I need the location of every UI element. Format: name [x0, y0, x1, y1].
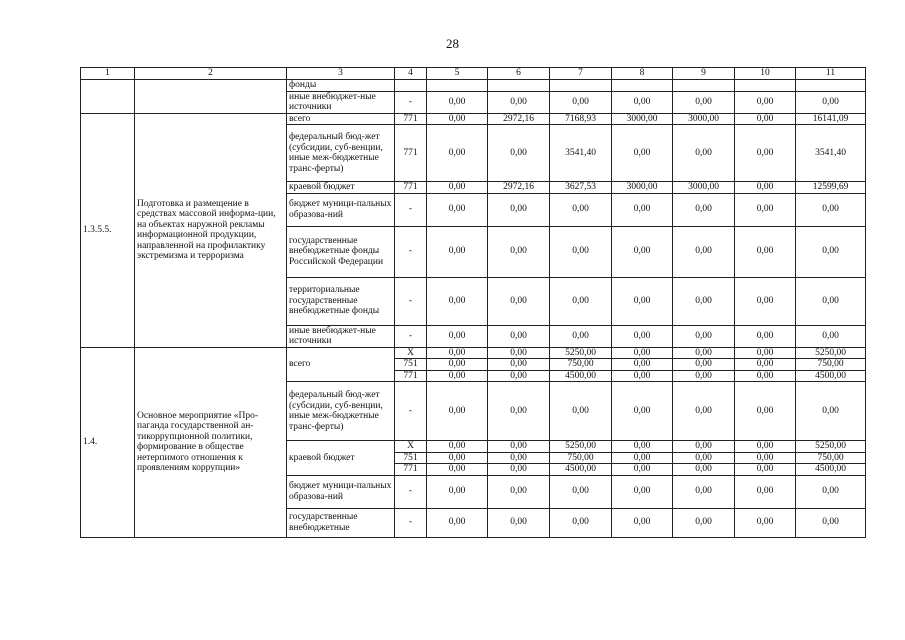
- value-cell: 0,00: [735, 277, 796, 325]
- value-cell: 0,00: [550, 475, 612, 508]
- item-number-cell: 1.3.5.5.: [81, 113, 135, 347]
- value-cell: 3000,00: [673, 182, 735, 194]
- value-cell: 0,00: [612, 226, 673, 277]
- column-number-header-row: [81, 68, 866, 80]
- code-cell: 771: [395, 113, 427, 125]
- value-cell: 0,00: [427, 193, 488, 226]
- value-cell: 0,00: [796, 382, 866, 441]
- value-cell: 0,00: [488, 125, 550, 182]
- value-cell: 0,00: [550, 91, 612, 113]
- funding-source-cell: всего: [287, 113, 395, 125]
- code-cell: -: [395, 193, 427, 226]
- header-cell: 7: [550, 68, 612, 80]
- value-cell: 0,00: [612, 359, 673, 371]
- value-cell: 0,00: [488, 277, 550, 325]
- value-cell: 0,00: [673, 91, 735, 113]
- value-cell: 0,00: [673, 475, 735, 508]
- value-cell: 750,00: [550, 359, 612, 371]
- table-row: [81, 113, 866, 125]
- header-cell: 1: [81, 68, 135, 80]
- code-cell: 771: [395, 182, 427, 194]
- value-cell: 0,00: [550, 325, 612, 347]
- header-cell: 10: [735, 68, 796, 80]
- value-cell: 0,00: [612, 347, 673, 359]
- funding-source-cell: государственные внебюджетные: [287, 508, 395, 537]
- code-cell: -: [395, 226, 427, 277]
- value-cell: 4500,00: [796, 464, 866, 476]
- value-cell: 0,00: [427, 475, 488, 508]
- value-cell: 0,00: [550, 508, 612, 537]
- value-cell: 0,00: [735, 475, 796, 508]
- value-cell: 0,00: [612, 91, 673, 113]
- value-cell: 0,00: [735, 382, 796, 441]
- value-cell: 4500,00: [796, 370, 866, 382]
- value-cell: 5250,00: [550, 347, 612, 359]
- value-cell: 0,00: [612, 277, 673, 325]
- value-cell: 0,00: [550, 226, 612, 277]
- value-cell: [427, 80, 488, 92]
- value-cell: 0,00: [488, 91, 550, 113]
- value-cell: 0,00: [673, 382, 735, 441]
- value-cell: 0,00: [427, 441, 488, 453]
- value-cell: 0,00: [673, 452, 735, 464]
- value-cell: 0,00: [612, 382, 673, 441]
- header-cell: 4: [395, 68, 427, 80]
- value-cell: 16141,09: [796, 113, 866, 125]
- value-cell: 3541,40: [796, 125, 866, 182]
- value-cell: 0,00: [735, 193, 796, 226]
- value-cell: [735, 80, 796, 92]
- item-description-cell: Основное мероприятие «Про-паганда государственной ан-тикоррупционной политики, формирование в обществе нетерпимого отношения к проявлениям коррупции»: [135, 347, 287, 537]
- value-cell: [612, 80, 673, 92]
- value-cell: 3000,00: [612, 113, 673, 125]
- value-cell: 0,00: [735, 91, 796, 113]
- value-cell: 0,00: [735, 113, 796, 125]
- value-cell: 0,00: [735, 347, 796, 359]
- value-cell: 0,00: [612, 508, 673, 537]
- funding-source-cell: краевой бюджет: [287, 441, 395, 476]
- header-cell: 2: [135, 68, 287, 80]
- value-cell: 0,00: [612, 125, 673, 182]
- item-description-cell: Подготовка и размещение в средствах массовой информа-ции, на объектах наружной рекламы информационной продукции, направленной на профилактику экстремизма и терроризма: [135, 113, 287, 347]
- funding-source-cell: бюджет муници-пальных образова-ний: [287, 475, 395, 508]
- code-cell: 751: [395, 359, 427, 371]
- funding-source-cell: государственные внебюджетные фонды Российской Федерации: [287, 226, 395, 277]
- value-cell: 0,00: [488, 452, 550, 464]
- value-cell: 0,00: [427, 508, 488, 537]
- code-cell: -: [395, 277, 427, 325]
- value-cell: 2972,16: [488, 113, 550, 125]
- value-cell: [488, 80, 550, 92]
- header-cell: 8: [612, 68, 673, 80]
- header-cell: 9: [673, 68, 735, 80]
- value-cell: 750,00: [796, 452, 866, 464]
- value-cell: 0,00: [735, 370, 796, 382]
- page-number: 28: [446, 36, 459, 51]
- value-cell: 0,00: [427, 347, 488, 359]
- value-cell: 0,00: [488, 382, 550, 441]
- code-cell: Х: [395, 441, 427, 453]
- value-cell: 0,00: [488, 508, 550, 537]
- value-cell: 4500,00: [550, 370, 612, 382]
- value-cell: 0,00: [427, 91, 488, 113]
- value-cell: 0,00: [488, 226, 550, 277]
- code-cell: 771: [395, 370, 427, 382]
- funding-source-cell: краевой бюджет: [287, 182, 395, 194]
- value-cell: 0,00: [673, 347, 735, 359]
- value-cell: 0,00: [612, 370, 673, 382]
- funding-source-cell: федеральный бюд-жет (субсидии, суб-венции, иные меж-бюджетные транс-ферты): [287, 125, 395, 182]
- code-cell: [395, 80, 427, 92]
- value-cell: [550, 80, 612, 92]
- code-cell: 751: [395, 452, 427, 464]
- value-cell: 0,00: [612, 475, 673, 508]
- value-cell: 0,00: [427, 370, 488, 382]
- value-cell: 0,00: [673, 508, 735, 537]
- value-cell: 0,00: [488, 464, 550, 476]
- value-cell: 750,00: [550, 452, 612, 464]
- header-cell: 5: [427, 68, 488, 80]
- funding-source-cell: фонды: [287, 80, 395, 92]
- value-cell: 5250,00: [550, 441, 612, 453]
- value-cell: 0,00: [735, 226, 796, 277]
- header-cell: 11: [796, 68, 866, 80]
- value-cell: 0,00: [427, 226, 488, 277]
- code-cell: -: [395, 91, 427, 113]
- value-cell: 0,00: [735, 359, 796, 371]
- value-cell: 0,00: [735, 325, 796, 347]
- value-cell: 0,00: [673, 325, 735, 347]
- value-cell: 12599,69: [796, 182, 866, 194]
- value-cell: 0,00: [488, 359, 550, 371]
- header-cell: 6: [488, 68, 550, 80]
- value-cell: 5250,00: [796, 441, 866, 453]
- value-cell: 4500,00: [550, 464, 612, 476]
- value-cell: 0,00: [796, 193, 866, 226]
- funding-source-cell: федеральный бюд-жет (субсидии, суб-венции, иные меж-бюджетные транс-ферты): [287, 382, 395, 441]
- value-cell: 0,00: [796, 277, 866, 325]
- code-cell: 771: [395, 464, 427, 476]
- value-cell: 0,00: [735, 508, 796, 537]
- code-cell: -: [395, 325, 427, 347]
- value-cell: 0,00: [427, 182, 488, 194]
- code-cell: Х: [395, 347, 427, 359]
- value-cell: 0,00: [488, 475, 550, 508]
- value-cell: 0,00: [612, 441, 673, 453]
- value-cell: 0,00: [550, 193, 612, 226]
- funding-source-cell: иные внебюджет-ные источники: [287, 325, 395, 347]
- value-cell: 0,00: [673, 125, 735, 182]
- code-cell: -: [395, 382, 427, 441]
- header-cell: 3: [287, 68, 395, 80]
- value-cell: 0,00: [796, 91, 866, 113]
- budget-table: [80, 67, 866, 538]
- funding-source-cell: территориальные государственные внебюджетные фонды: [287, 277, 395, 325]
- value-cell: 0,00: [427, 359, 488, 371]
- value-cell: 5250,00: [796, 347, 866, 359]
- value-cell: [673, 80, 735, 92]
- value-cell: 0,00: [673, 226, 735, 277]
- code-cell: -: [395, 475, 427, 508]
- value-cell: 3000,00: [612, 182, 673, 194]
- value-cell: 0,00: [735, 452, 796, 464]
- value-cell: 0,00: [796, 325, 866, 347]
- value-cell: 0,00: [673, 464, 735, 476]
- value-cell: 0,00: [488, 347, 550, 359]
- funding-source-cell: бюджет муници-пальных образова-ний: [287, 193, 395, 226]
- item-number-cell: [81, 80, 135, 114]
- value-cell: 0,00: [488, 370, 550, 382]
- value-cell: 0,00: [427, 325, 488, 347]
- value-cell: 0,00: [427, 277, 488, 325]
- value-cell: 0,00: [427, 452, 488, 464]
- value-cell: 0,00: [735, 464, 796, 476]
- value-cell: 750,00: [796, 359, 866, 371]
- value-cell: 0,00: [550, 382, 612, 441]
- value-cell: 0,00: [735, 441, 796, 453]
- value-cell: 0,00: [796, 226, 866, 277]
- value-cell: 0,00: [612, 325, 673, 347]
- value-cell: 3541,40: [550, 125, 612, 182]
- value-cell: 0,00: [612, 193, 673, 226]
- value-cell: 3627,53: [550, 182, 612, 194]
- value-cell: 0,00: [796, 508, 866, 537]
- value-cell: 3000,00: [673, 113, 735, 125]
- value-cell: 0,00: [427, 382, 488, 441]
- value-cell: 0,00: [550, 277, 612, 325]
- value-cell: 0,00: [673, 370, 735, 382]
- value-cell: 0,00: [735, 125, 796, 182]
- value-cell: 7168,93: [550, 113, 612, 125]
- value-cell: 0,00: [673, 277, 735, 325]
- funding-source-cell: иные внебюджет-ные источники: [287, 91, 395, 113]
- funding-source-cell: всего: [287, 347, 395, 382]
- table-row: [81, 347, 866, 359]
- value-cell: 0,00: [488, 441, 550, 453]
- code-cell: -: [395, 508, 427, 537]
- value-cell: 0,00: [488, 193, 550, 226]
- value-cell: [796, 80, 866, 92]
- value-cell: 0,00: [488, 325, 550, 347]
- value-cell: 0,00: [427, 125, 488, 182]
- value-cell: 2972,16: [488, 182, 550, 194]
- item-description-cell: [135, 80, 287, 114]
- value-cell: 0,00: [796, 475, 866, 508]
- value-cell: 0,00: [427, 464, 488, 476]
- value-cell: 0,00: [612, 464, 673, 476]
- table-row: [81, 80, 866, 92]
- value-cell: 0,00: [427, 113, 488, 125]
- value-cell: 0,00: [735, 182, 796, 194]
- value-cell: 0,00: [673, 359, 735, 371]
- value-cell: 0,00: [673, 441, 735, 453]
- value-cell: 0,00: [612, 452, 673, 464]
- code-cell: 771: [395, 125, 427, 182]
- value-cell: 0,00: [673, 193, 735, 226]
- item-number-cell: 1.4.: [81, 347, 135, 537]
